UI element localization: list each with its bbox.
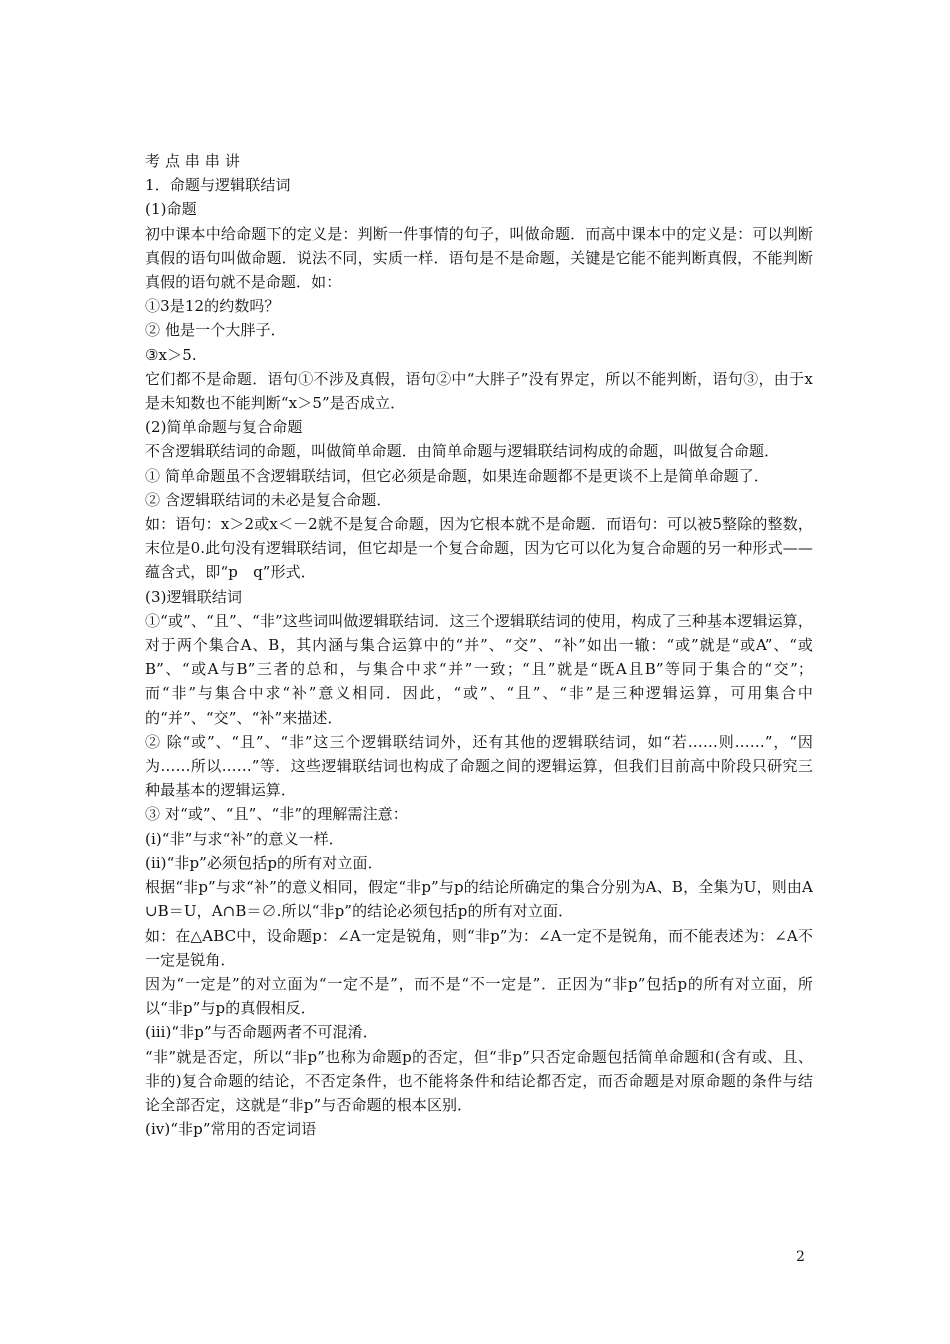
section-heading-kaodian: 考 点 串 串 讲	[145, 152, 240, 170]
paragraph-understanding-notes: ③ 对“或”、“且”、“非”的理解需注意：	[145, 805, 408, 824]
example-2: ② 他是一个大胖子．	[145, 321, 286, 340]
item-iii: (ⅲ)“非p”与否命题两者不可混淆．	[145, 1023, 378, 1042]
paragraph-other-connectives: ② 除“或”、“且”、“非”这三个逻辑联结词外，还有其他的逻辑联结词，如“若……则……”，“因为……所以……”等．这些逻辑联结词也构成了命题之间的逻辑运算，但我们目前高中阶段只研究三种最基本的逻辑运算．	[145, 732, 813, 800]
note-2: ② 含逻辑联结词的未必是复合命题．	[145, 490, 392, 509]
item-ii: (ⅱ)“非p”必须包括p的所有对立面．	[145, 853, 383, 872]
item-iv: (ⅳ)“非p”常用的否定词语	[145, 1120, 317, 1139]
paragraph-connectives-sets: ①“或”、“且”、“非”这些词叫做逻辑联结词．这三个逻辑联结词的使用，构成了三种基本逻辑运算，对于两个集合A、B，其内涵与集合运算中的“并”、“交”、“补”如出一辙：“或”就是“或A”、“或B”、“或A与B”三者的总和，与集合中求“并”一致；“且”就是“既A且B”等同于集合的“交”；而“非”与集合中求“补”意义相同．因此，“或”、“且”、“非”是三种逻辑运算，可用集合中的“并”、“交”、“补”来描述．	[145, 611, 813, 727]
paragraph-simple-compound-definition: 不含逻辑联结词的命题，叫做简单命题．由简单命题与逻辑联结词构成的命题，叫做复合命题．	[145, 442, 780, 461]
paragraph-not-propositions: 它们都不是命题．语句①不涉及真假，语句②中“大胖子”没有界定，所以不能判断，语句③，由于x是未知数也不能判断“x＞5”是否成立．	[145, 369, 813, 413]
heading-proposition-logic-connectives: 1．命题与逻辑联结词	[145, 176, 291, 195]
subheading-simple-compound: (2)简单命题与复合命题	[145, 418, 303, 437]
subheading-logic-connectives: (3)逻辑联结词	[145, 587, 243, 606]
paragraph-complement-sets: 根据“非p”与求“补”的意义相同，假定“非p”与p的结论所确定的集合分别为A、B，全集为U，则由A∪B＝U，A∩B＝∅.所以“非p”的结论必须包括p的所有对立面．	[145, 878, 813, 921]
example-3: ③x＞5.	[145, 345, 197, 364]
subheading-proposition: (1)命题	[145, 200, 197, 219]
item-i: (ⅰ)“非”与求“补”的意义一样．	[145, 829, 344, 848]
page-number: 2	[796, 1249, 805, 1265]
example-1: ①3是12的约数吗？	[145, 297, 280, 316]
page-content	[145, 149, 813, 1141]
paragraph-opposite-explanation: 因为“一定是”的对立面为“一定不是”，而不是“不一定是”．正因为“非p”包括p的所有对立面，所以“非p”与p的真假相反．	[145, 974, 813, 1018]
note-1: ① 简单命题虽不含逻辑联结词，但它必须是命题，如果连命题都不是更谈不上是简单命题了．	[145, 466, 769, 485]
paragraph-triangle-example: 如：在△ABC中，设命题p：∠A一定是锐角，则“非p”为：∠A一定不是锐角，而不能表述为：∠A不一定是锐角．	[145, 926, 813, 969]
paragraph-definition: 初中课本中给命题下的定义是：判断一件事情的句子，叫做命题．而高中课本中的定义是：可以判断真假的语句叫做命题．说法不同，实质一样．语句是不是命题，关键是它能不能判断真假，不能判断真假的语句就不是命题．如：	[145, 224, 813, 292]
paragraph-negation-vs-inverse: “非”就是否定，所以“非p”也称为命题p的否定，但“非p”只否定命题包括简单命题和(含有或、且、非的)复合命题的结论，不否定条件，也不能将条件和结论都否定，而否命题是对原命题的条件与结论全部否定，这就是“非p”与否命题的根本区别．	[145, 1047, 813, 1114]
paragraph-compound-example: 如：语句：x＞2或x＜－2就不是复合命题，因为它根本就不是命题．而语句：可以被5整除的整数，末位是0.此句没有逻辑联结词，但它却是一个复合命题，因为它可以化为复合命题的另一种形式——蕴含式，即“p q”形式．	[145, 515, 813, 582]
